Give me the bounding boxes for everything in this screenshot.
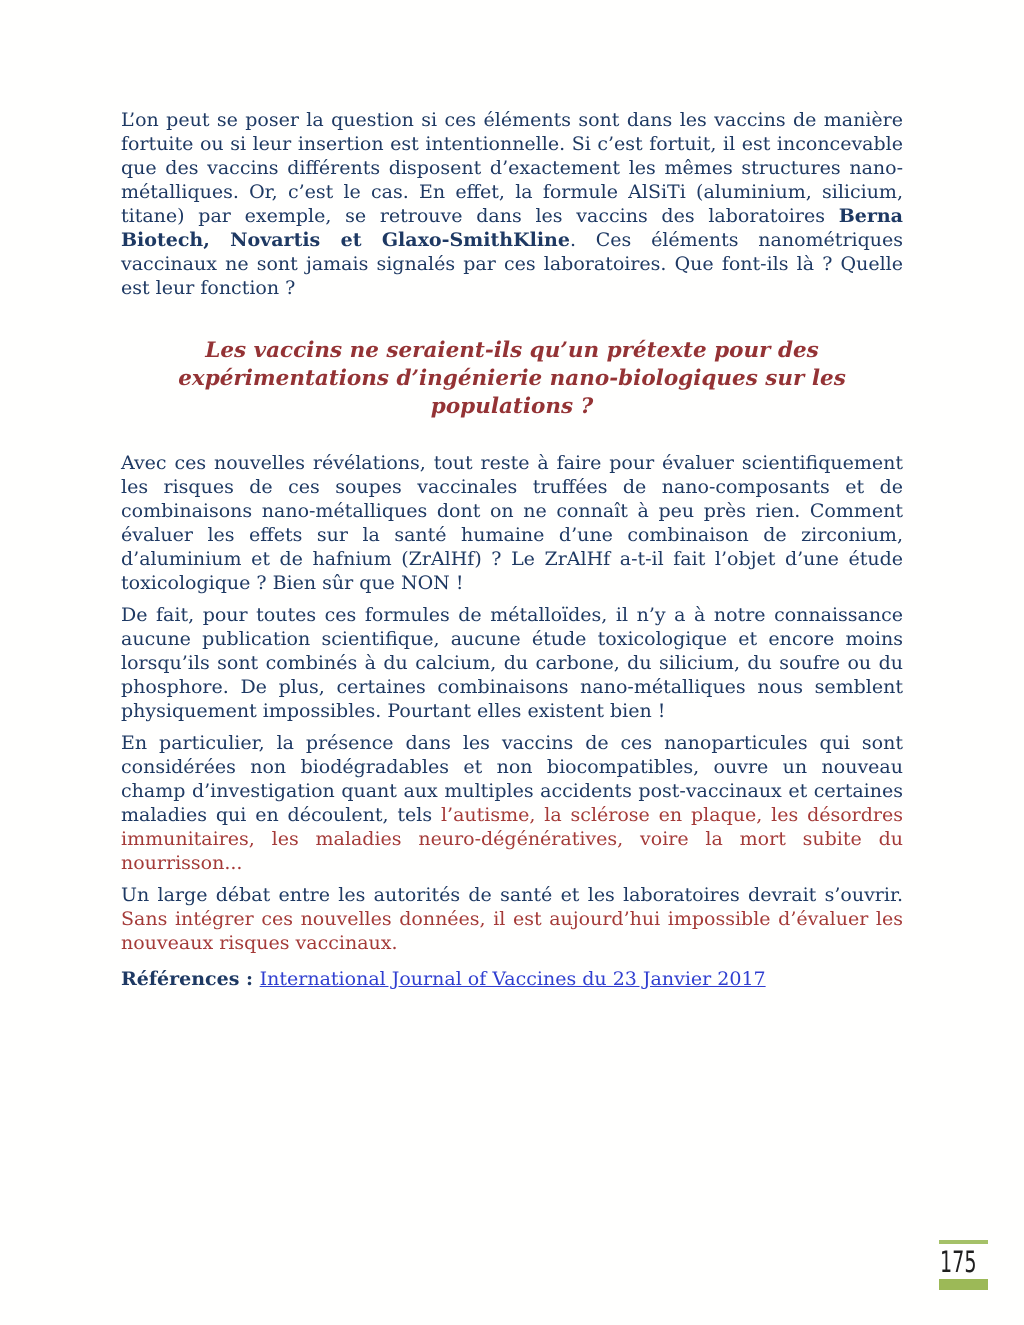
reference-link[interactable]: International Journal of Vaccines du 23 Janvier 2017 bbox=[259, 968, 766, 990]
body-text: L’on peut se poser la question si ces éléments sont dans les vaccins de manière fortuite ou si leur insertion est intentionnelle. Si c’est fortuit, il est inconcevable que des vaccins différents disposent d’exactement les mêmes structures nano-métalliques. Or, c’est le cas. En effet, la formule AlSiTi (aluminium, silicium, titane) par exemple, se retrouve dans les vaccins des laboratoires bbox=[121, 109, 903, 227]
red-emphasis-text: Sans intégrer ces nouvelles données, il est aujourd’hui impossible d’évaluer les nouveaux risques vaccinaux. bbox=[121, 908, 903, 954]
page-footer bbox=[939, 1240, 988, 1290]
body-text: Avec ces nouvelles révélations, tout reste à faire pour évaluer scientifiquement les risques de ces soupes vaccinales truffées de nano-composants et de combinaisons nano-métalliques dont on ne connaît à peu près rien. Comment évaluer les effets sur la santé humaine d’une combinaison de zirconium, d’aluminium et de hafnium (ZrAlHf) ? Le ZrAlHf a-t-il fait l’objet d’une étude toxicologique ? Bien sûr que NON ! bbox=[121, 452, 903, 594]
footer-bottom-rule bbox=[939, 1279, 988, 1290]
page-content bbox=[121, 108, 903, 991]
references-line bbox=[121, 967, 903, 991]
footer-top-rule bbox=[939, 1240, 988, 1244]
bold-lab-names: Berna Biotech, Novartis et Glaxo-SmithKline bbox=[121, 205, 903, 251]
section-heading: Les vaccins ne seraient-ils qu’un prétexte pour des expérimentations d’ingénierie nano-biologiques sur les populations ? bbox=[178, 338, 846, 419]
paragraph-debat bbox=[121, 883, 903, 955]
body-text: De fait, pour toutes ces formules de métalloïdes, il n’y a à notre connaissance aucune publication scientifique, aucune étude toxicologique et encore moins lorsqu’ils sont combinés à du calcium, du carbone, du silicium, du soufre ou du phosphore. De plus, certaines combinaisons nano-métalliques nous semblent physiquement impossibles. Pourtant elles existent bien ! bbox=[121, 604, 903, 722]
body-text: Un large débat entre les autorités de santé et les laboratoires devrait s’ouvrir. bbox=[121, 884, 903, 906]
references-label: Références : bbox=[121, 968, 260, 990]
paragraph-revelations bbox=[121, 451, 903, 595]
paragraph-metalloides bbox=[121, 603, 903, 723]
red-emphasis-text: l’autisme, la sclérose en plaque, les désordres immunitaires, les maladies neuro-dégénératives, voire la mort subite du nourrisson... bbox=[121, 804, 903, 874]
body-text: En particulier, la présence dans les vaccins de ces nanoparticules qui sont considérées non biodégradables et non biocompatibles, ouvre un nouveau champ d’investigation quant aux multiples accidents post-vaccinaux et certaines maladies qui en découlent, tels bbox=[121, 732, 903, 826]
page-number: 175 bbox=[940, 1245, 977, 1279]
body-text: . Ces éléments nanométriques vaccinaux ne sont jamais signalés par ces laboratoires. Que font-ils là ? Quelle est leur fonction ? bbox=[121, 229, 903, 299]
paragraph-intro bbox=[121, 108, 903, 300]
paragraph-nanoparticules bbox=[121, 731, 903, 875]
